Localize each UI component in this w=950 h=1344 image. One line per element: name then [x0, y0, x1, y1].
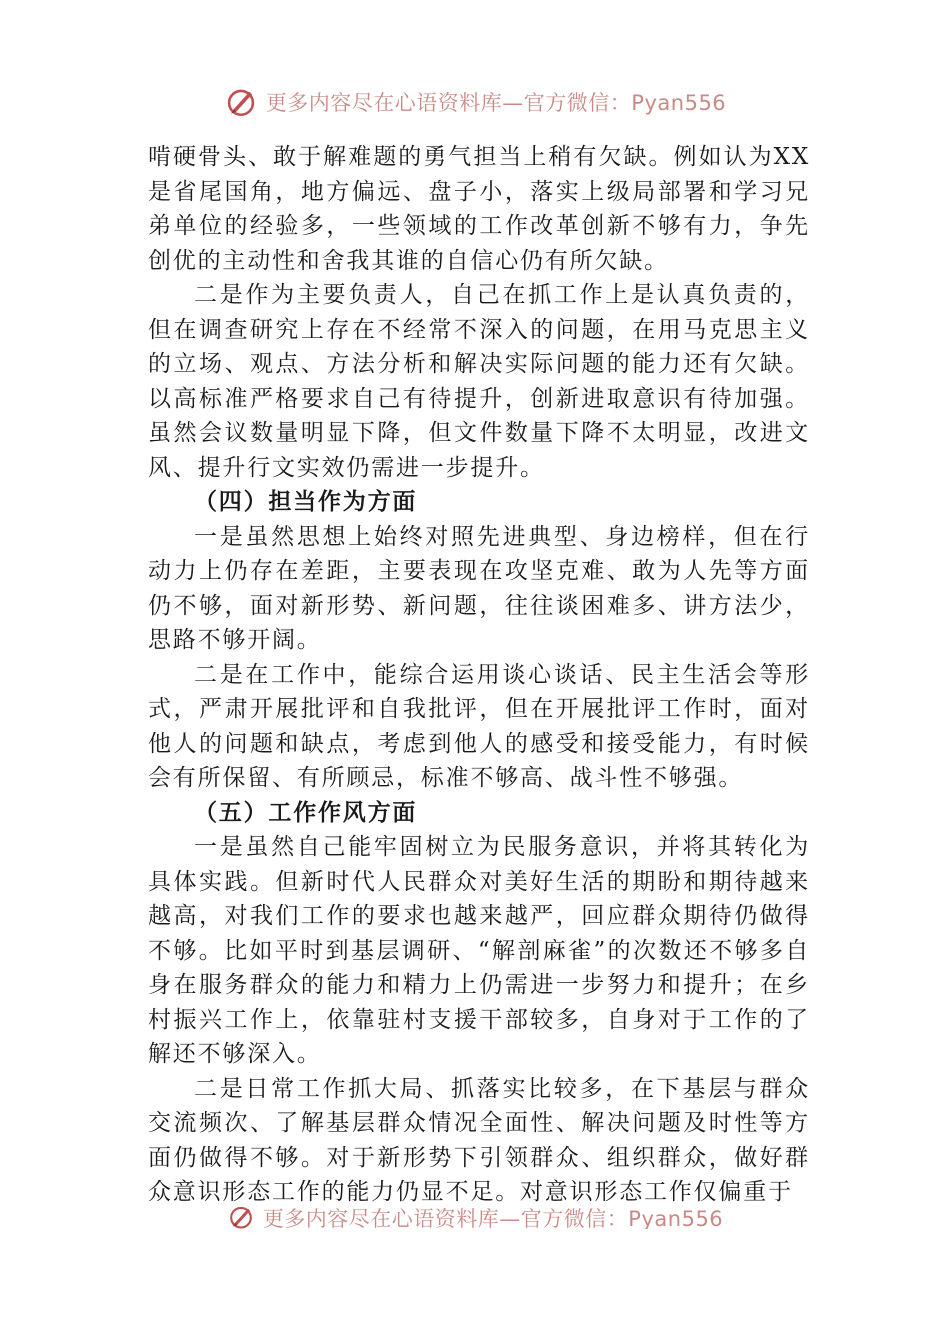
paragraph-4: 二是在工作中，能综合运用谈心谈话、民主生活会等形式，严肃开展批评和自我批评，但在开展批评工作时，面对他人的问题和缺点，考虑到他人的感受和接受能力，有时候会有所保留、有所顾忌，标准不够高、战斗性不够强。 [148, 661, 810, 791]
section-heading-4: （四）担当作为方面 [194, 488, 418, 515]
pen-logo-icon [227, 1203, 255, 1229]
paragraph-3: 一是虽然思想上始终对照先进典型、身边榜样，但在行动力上仍存在差距，主要表现在攻坚克难、敢为人先等方面仍不够，面对新形势、新问题，往往谈困难多、讲方法少，思路不够开阔。 [148, 523, 810, 653]
paragraph-1: 啃硬骨头、敢于解难题的勇气担当上稍有欠缺。例如认为XX是省尾国角，地方偏远、盘子小，落实上级局部署和学习兄弟单位的经验多，一些领域的工作改革创新不够有力，争先创优的主动性和舍我其谁的自信心仍有所欠缺。 [148, 144, 810, 274]
watermark-header [0, 82, 950, 122]
document-body [148, 140, 810, 1212]
pen-logo-icon [224, 85, 258, 119]
watermark-text: 更多内容尽在心语资料库—官方微信：Pyan556 [265, 91, 727, 115]
paragraph-6: 二是日常工作抓大局、抓落实比较多，在下基层与群众交流频次、了解基层群众情况全面性、解决问题及时性等方面仍做得不够。对于新形势下引领群众、组织群众，做好群众意识形态工作的能力仍显不足。对意识形态工作仅偏重于 [148, 1075, 810, 1205]
paragraph-2: 二是作为主要负责人，自己在抓工作上是认真负责的，但在调查研究上存在不经常不深入的问题，在用马克思主义的立场、观点、方法分析和解决实际问题的能力还有欠缺。以高标准严格要求自己有待提升，创新进取意识有待加强。虽然会议数量明显下降，但文件数量下降不太明显，改进文风、提升行文实效仍需进一步提升。 [148, 282, 810, 481]
section-heading-5: （五）工作作风方面 [194, 798, 418, 826]
watermark-text: 更多内容尽在心语资料库—官方微信：Pyan556 [262, 1207, 724, 1229]
watermark-footer [0, 1203, 950, 1229]
paragraph-5: 一是虽然自己能牢固树立为民服务意识，并将其转化为具体实践。但新时代人民群众对美好生活的期盼和期待越来越高，对我们工作的要求也越来越严，回应群众期待仍做得不够。比如平时到基层调研、“解剖麻雀”的次数还不够多自身在服务群众的能力和精力上仍需进一步努力和提升；在乡村振兴工作上，依靠驻村支援干部较多，自身对于工作的了解还不够深入。 [148, 834, 810, 1067]
